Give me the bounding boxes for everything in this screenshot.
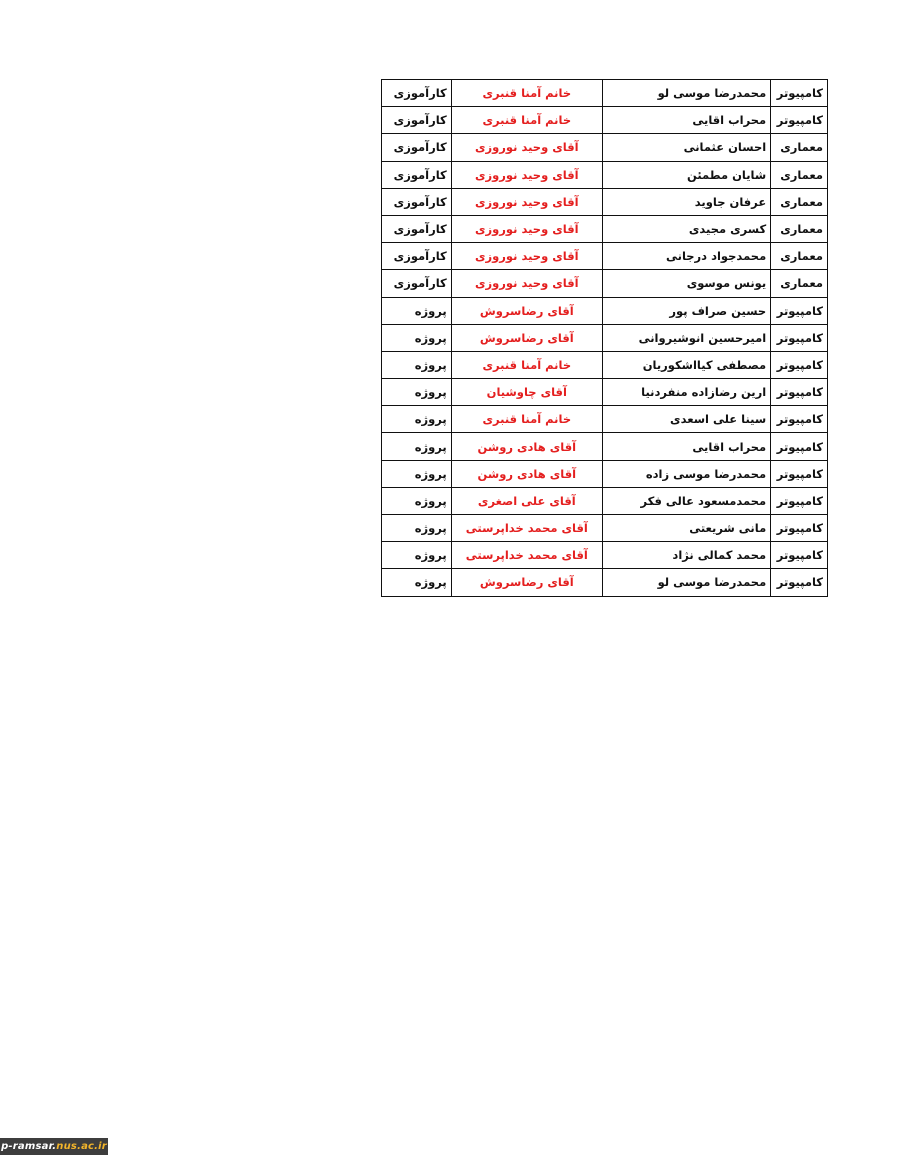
student-name-cell: یونس موسوی [602, 270, 770, 297]
student-name-cell: محمدرضا موسی لو [602, 80, 770, 107]
activity-type-cell: کارآموزی [382, 107, 452, 134]
student-name-cell: محمدرضا موسی لو [602, 569, 770, 596]
supervisor-name: آقای هادی روشن [477, 466, 577, 481]
activity-type-cell: کارآموزی [382, 161, 452, 188]
activity-type-cell: پروژه [382, 569, 452, 596]
student-name-cell: شایان مطمئن [602, 161, 770, 188]
table-row [382, 406, 828, 433]
table-row [382, 80, 828, 107]
activity-type-cell: کارآموزی [382, 134, 452, 161]
student-name-cell: سینا علی اسعدی [602, 406, 770, 433]
table-row [382, 379, 828, 406]
activity-type-cell: کارآموزی [382, 270, 452, 297]
supervisor-cell [451, 107, 602, 134]
supervisor-name: آقای علی اصغری [477, 493, 576, 508]
table-row [382, 460, 828, 487]
student-name-cell: مصطفی کیااشکوریان [602, 351, 770, 378]
student-name-cell: ارین رضازاده منفردنیا [602, 379, 770, 406]
department-cell: کامپیوتر [771, 542, 828, 569]
activity-type-cell: پروژه [382, 379, 452, 406]
department-cell: کامپیوتر [771, 324, 828, 351]
student-name-cell: مانی شریعتی [602, 515, 770, 542]
supervisor-cell [451, 80, 602, 107]
supervisor-cell [451, 324, 602, 351]
table-row [382, 270, 828, 297]
activity-type-cell: کارآموزی [382, 188, 452, 215]
table-row [382, 433, 828, 460]
department-cell: کامپیوتر [771, 433, 828, 460]
supervisor-cell [451, 270, 602, 297]
student-name-cell: محمدرضا موسی زاده [602, 460, 770, 487]
activity-type-cell: پروژه [382, 515, 452, 542]
department-cell: کامپیوتر [771, 107, 828, 134]
activity-type-cell: پروژه [382, 487, 452, 514]
supervisor-cell [451, 188, 602, 215]
department-cell: کامپیوتر [771, 460, 828, 487]
table-row [382, 297, 828, 324]
activity-type-cell: پروژه [382, 542, 452, 569]
supervisor-name: آقای وحید نوروزی [475, 222, 579, 237]
department-cell: کامپیوتر [771, 297, 828, 324]
supervisor-cell [451, 161, 602, 188]
supervisor-name: آقای وحید نوروزی [475, 167, 579, 182]
table-row [382, 215, 828, 242]
supervisor-name: آقای محمد خداپرستی [465, 521, 588, 536]
supervisor-cell [451, 515, 602, 542]
supervisor-name: آقای هادی روشن [477, 439, 577, 454]
supervisor-name: آقای وحید نوروزی [475, 194, 579, 209]
student-name-cell: کسری مجیدی [602, 215, 770, 242]
student-name-cell: عرفان جاوید [602, 188, 770, 215]
department-cell: معماری [771, 134, 828, 161]
supervisor-cell [451, 542, 602, 569]
supervisor-name: آقای وحید نوروزی [475, 140, 579, 155]
department-cell: معماری [771, 215, 828, 242]
supervisor-name: آقای محمد خداپرستی [465, 548, 588, 563]
table-row [382, 161, 828, 188]
department-cell: معماری [771, 243, 828, 270]
supervisor-cell [451, 433, 602, 460]
table-row [382, 107, 828, 134]
department-cell: کامپیوتر [771, 569, 828, 596]
department-cell: کامپیوتر [771, 406, 828, 433]
department-cell: معماری [771, 270, 828, 297]
assignments-table [381, 79, 828, 597]
supervisor-cell [451, 243, 602, 270]
activity-type-cell: کارآموزی [382, 215, 452, 242]
table-row [382, 324, 828, 351]
student-name-cell: محمدمسعود عالی فکر [602, 487, 770, 514]
supervisor-name: آقای چاوشیان [486, 385, 567, 400]
department-cell: کامپیوتر [771, 379, 828, 406]
supervisor-name: خانم آمنا قنبری [482, 357, 572, 372]
department-cell: معماری [771, 161, 828, 188]
student-name-cell: محمدجواد درجانی [602, 243, 770, 270]
table-row [382, 542, 828, 569]
activity-type-cell: پروژه [382, 297, 452, 324]
site-url-badge[interactable] [0, 1138, 108, 1155]
supervisor-cell [451, 406, 602, 433]
department-cell: معماری [771, 188, 828, 215]
activity-type-cell: پروژه [382, 433, 452, 460]
activity-type-cell: پروژه [382, 351, 452, 378]
student-name-cell: حسین صراف پور [602, 297, 770, 324]
department-cell: کامپیوتر [771, 515, 828, 542]
supervisor-name: خانم آمنا قنبری [482, 86, 572, 101]
supervisor-cell [451, 215, 602, 242]
table-row [382, 487, 828, 514]
supervisor-name: آقای وحید نوروزی [475, 276, 579, 291]
student-name-cell: محراب اقایی [602, 433, 770, 460]
student-name-cell: محراب اقایی [602, 107, 770, 134]
student-name-cell: محمد کمالی نژاد [602, 542, 770, 569]
student-name-cell: احسان عثمانی [602, 134, 770, 161]
supervisor-cell [451, 460, 602, 487]
supervisor-name: آقای وحید نوروزی [475, 249, 579, 264]
supervisor-cell [451, 351, 602, 378]
supervisor-name: آقای رضاسروش [479, 303, 574, 318]
department-cell: کامپیوتر [771, 80, 828, 107]
activity-type-cell: پروژه [382, 406, 452, 433]
table-row [382, 134, 828, 161]
supervisor-name: آقای رضاسروش [479, 330, 574, 345]
activity-type-cell: پروژه [382, 324, 452, 351]
supervisor-cell [451, 297, 602, 324]
table-row [382, 243, 828, 270]
table-row [382, 188, 828, 215]
supervisor-name: آقای رضاسروش [479, 575, 574, 590]
table-row [382, 515, 828, 542]
assignments-table-body [382, 80, 828, 597]
supervisor-name: خانم آمنا قنبری [482, 412, 572, 427]
department-cell: کامپیوتر [771, 487, 828, 514]
activity-type-cell: پروژه [382, 460, 452, 487]
activity-type-cell: کارآموزی [382, 80, 452, 107]
table-row [382, 569, 828, 596]
supervisor-name: خانم آمنا قنبری [482, 113, 572, 128]
supervisor-cell [451, 487, 602, 514]
department-cell: کامپیوتر [771, 351, 828, 378]
student-name-cell: امیرحسین انوشیروانی [602, 324, 770, 351]
supervisor-cell [451, 134, 602, 161]
activity-type-cell: کارآموزی [382, 243, 452, 270]
site-url-prefix: p-ramsar. [1, 1141, 57, 1152]
supervisor-cell [451, 379, 602, 406]
table-row [382, 351, 828, 378]
supervisor-cell [451, 569, 602, 596]
site-url-domain: nus.ac.ir [56, 1141, 107, 1152]
